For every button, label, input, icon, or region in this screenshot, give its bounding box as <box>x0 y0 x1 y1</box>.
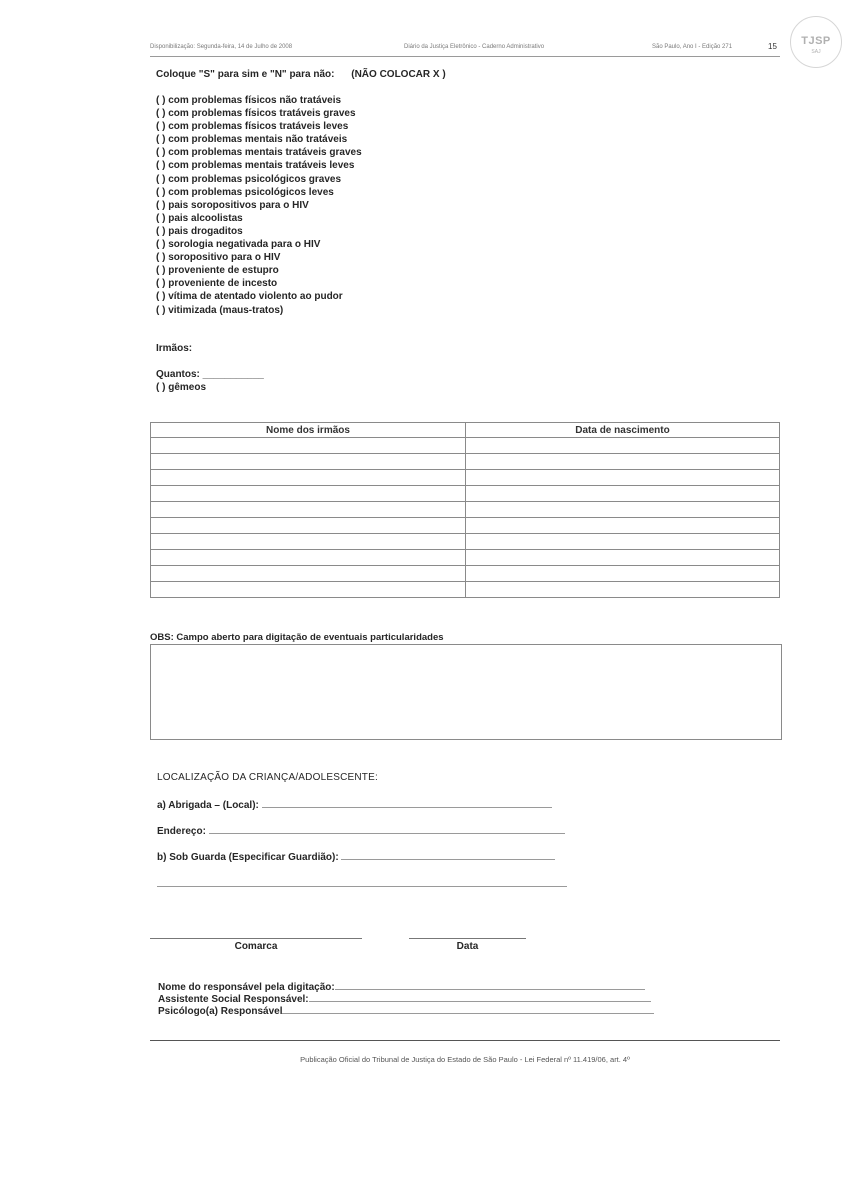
table-row <box>151 454 780 470</box>
checklist-item[interactable]: ( ) vitimizada (maus-tratos) <box>156 304 284 316</box>
address-line[interactable] <box>209 833 565 834</box>
social-worker-line[interactable] <box>309 1001 651 1002</box>
sibling-name-cell[interactable] <box>151 454 466 470</box>
table-row <box>151 518 780 534</box>
typist-field[interactable] <box>158 982 645 993</box>
sibling-name-cell[interactable] <box>151 550 466 566</box>
header-journal-name: Diário da Justiça Eletrônico - Caderno Administrativo <box>404 44 545 50</box>
sibling-birthdate-cell[interactable] <box>466 550 780 566</box>
sibling-name-cell[interactable] <box>151 486 466 502</box>
sheltered-line[interactable] <box>262 807 552 808</box>
checklist-item[interactable]: ( ) vítima de atentado violento ao pudor <box>156 291 343 303</box>
table-row <box>151 502 780 518</box>
checklist-item[interactable]: ( ) proveniente de incesto <box>156 278 278 290</box>
table-row <box>151 566 780 582</box>
sibling-birthdate-cell[interactable] <box>466 470 780 486</box>
instructions <box>156 69 446 80</box>
header-divider <box>150 56 780 57</box>
instructions-note: (NÃO COLOCAR X ) <box>351 69 446 80</box>
checklist-item[interactable]: ( ) pais soropositivos para o HIV <box>156 199 309 211</box>
social-worker-label: Assistente Social Responsável: <box>158 994 309 1005</box>
table-header-row <box>151 423 780 438</box>
sibling-birthdate-cell[interactable] <box>466 518 780 534</box>
sibling-name-cell[interactable] <box>151 518 466 534</box>
footer-publication-note: Publicação Oficial do Tribunal de Justiça do Estado de São Paulo - Lei Federal nº 11.419/06, art. 4º <box>300 1055 630 1064</box>
table-row <box>151 582 780 598</box>
header-availability-date: Disponibilização: Segunda-feira, 14 de Julho de 2008 <box>150 44 293 50</box>
sibling-birthdate-cell[interactable] <box>466 502 780 518</box>
checklist-item[interactable]: ( ) soropositivo para o HIV <box>156 252 281 264</box>
seal-subtext: SAJ <box>811 49 821 55</box>
custody-label: b) Sob Guarda (Especificar Guardião): <box>157 852 339 863</box>
comarca-label: Comarca <box>234 941 278 952</box>
table-row <box>151 470 780 486</box>
checklist-item[interactable]: ( ) com problemas físicos tratáveis graves <box>156 108 356 120</box>
sibling-name-cell[interactable] <box>151 534 466 550</box>
comarca-signature-line[interactable] <box>150 938 362 939</box>
sibling-birthdate-cell[interactable] <box>466 566 780 582</box>
custody-line[interactable] <box>341 859 555 860</box>
sibling-name-cell[interactable] <box>151 470 466 486</box>
table-row <box>151 534 780 550</box>
address-label: Endereço: <box>157 826 206 837</box>
checklist-item[interactable]: ( ) com problemas mentais tratáveis leves <box>156 160 355 172</box>
checklist-item[interactable]: ( ) com problemas físicos não tratáveis <box>156 95 342 106</box>
page-number: 15 <box>768 42 777 51</box>
footer-divider <box>150 1040 780 1041</box>
custody-field[interactable] <box>157 852 555 863</box>
checklist-item[interactable]: ( ) com problemas físicos tratáveis leves <box>156 121 349 133</box>
sibling-birthdate-cell[interactable] <box>466 582 780 598</box>
checklist-item[interactable]: ( ) pais alcoolistas <box>156 212 243 224</box>
sibling-name-cell[interactable] <box>151 566 466 582</box>
tjsp-seal-icon <box>790 16 842 68</box>
checklist-item[interactable]: ( ) com problemas psicológicos graves <box>156 173 342 185</box>
sibling-birthdate-cell[interactable] <box>466 454 780 470</box>
checklist-item[interactable]: ( ) sorologia negativada para o HIV <box>156 239 321 251</box>
obs-label: OBS: Campo aberto para digitação de eventuais particularidades <box>150 632 444 643</box>
header-edition: São Paulo, Ano I - Edição 271 <box>652 44 733 50</box>
obs-textarea[interactable] <box>150 644 782 740</box>
twins-checkbox[interactable]: ( ) gêmeos <box>156 382 207 393</box>
date-label: Data <box>456 941 479 952</box>
table-row <box>151 486 780 502</box>
siblings-count-field[interactable]: Quantos: ___________ <box>156 369 264 380</box>
sibling-name-cell[interactable] <box>151 582 466 598</box>
sibling-birthdate-cell[interactable] <box>466 534 780 550</box>
sibling-birthdate-cell[interactable] <box>466 486 780 502</box>
checklist-item[interactable]: ( ) com problemas mentais não tratáveis <box>156 134 348 146</box>
sibling-name-cell[interactable] <box>151 502 466 518</box>
column-header-birthdate: Data de nascimento <box>466 423 780 438</box>
social-worker-field[interactable] <box>158 994 651 1005</box>
seal-text: TJSP <box>801 35 831 47</box>
typist-line[interactable] <box>335 989 645 990</box>
sibling-birthdate-cell[interactable] <box>466 438 780 454</box>
siblings-table <box>150 422 780 598</box>
condition-checklist <box>156 94 362 317</box>
table-row <box>151 438 780 454</box>
table-row <box>151 550 780 566</box>
sheltered-field[interactable] <box>157 800 552 811</box>
custody-extra-line[interactable] <box>157 876 567 887</box>
instructions-text: Coloque "S" para sim e "N" para não: <box>156 69 335 80</box>
sheltered-label: a) Abrigada – (Local): <box>157 800 259 811</box>
psychologist-label: Psicólogo(a) Responsável <box>158 1006 283 1017</box>
typist-label: Nome do responsável pela digitação: <box>158 982 335 993</box>
psychologist-field[interactable] <box>158 1006 654 1017</box>
sibling-name-cell[interactable] <box>151 438 466 454</box>
address-field[interactable] <box>157 826 565 837</box>
date-signature-line[interactable] <box>409 938 526 939</box>
checklist-item[interactable]: ( ) pais drogaditos <box>156 225 243 237</box>
checklist-item[interactable]: ( ) com problemas psicológicos leves <box>156 186 334 198</box>
checklist-item[interactable]: ( ) proveniente de estupro <box>156 265 279 277</box>
psychologist-line[interactable] <box>282 1013 654 1014</box>
column-header-name: Nome dos irmãos <box>151 423 466 438</box>
checklist-item[interactable]: ( ) com problemas mentais tratáveis graves <box>156 147 362 159</box>
siblings-label: Irmãos: <box>156 343 193 354</box>
location-title: LOCALIZAÇÃO DA CRIANÇA/ADOLESCENTE: <box>157 772 378 783</box>
